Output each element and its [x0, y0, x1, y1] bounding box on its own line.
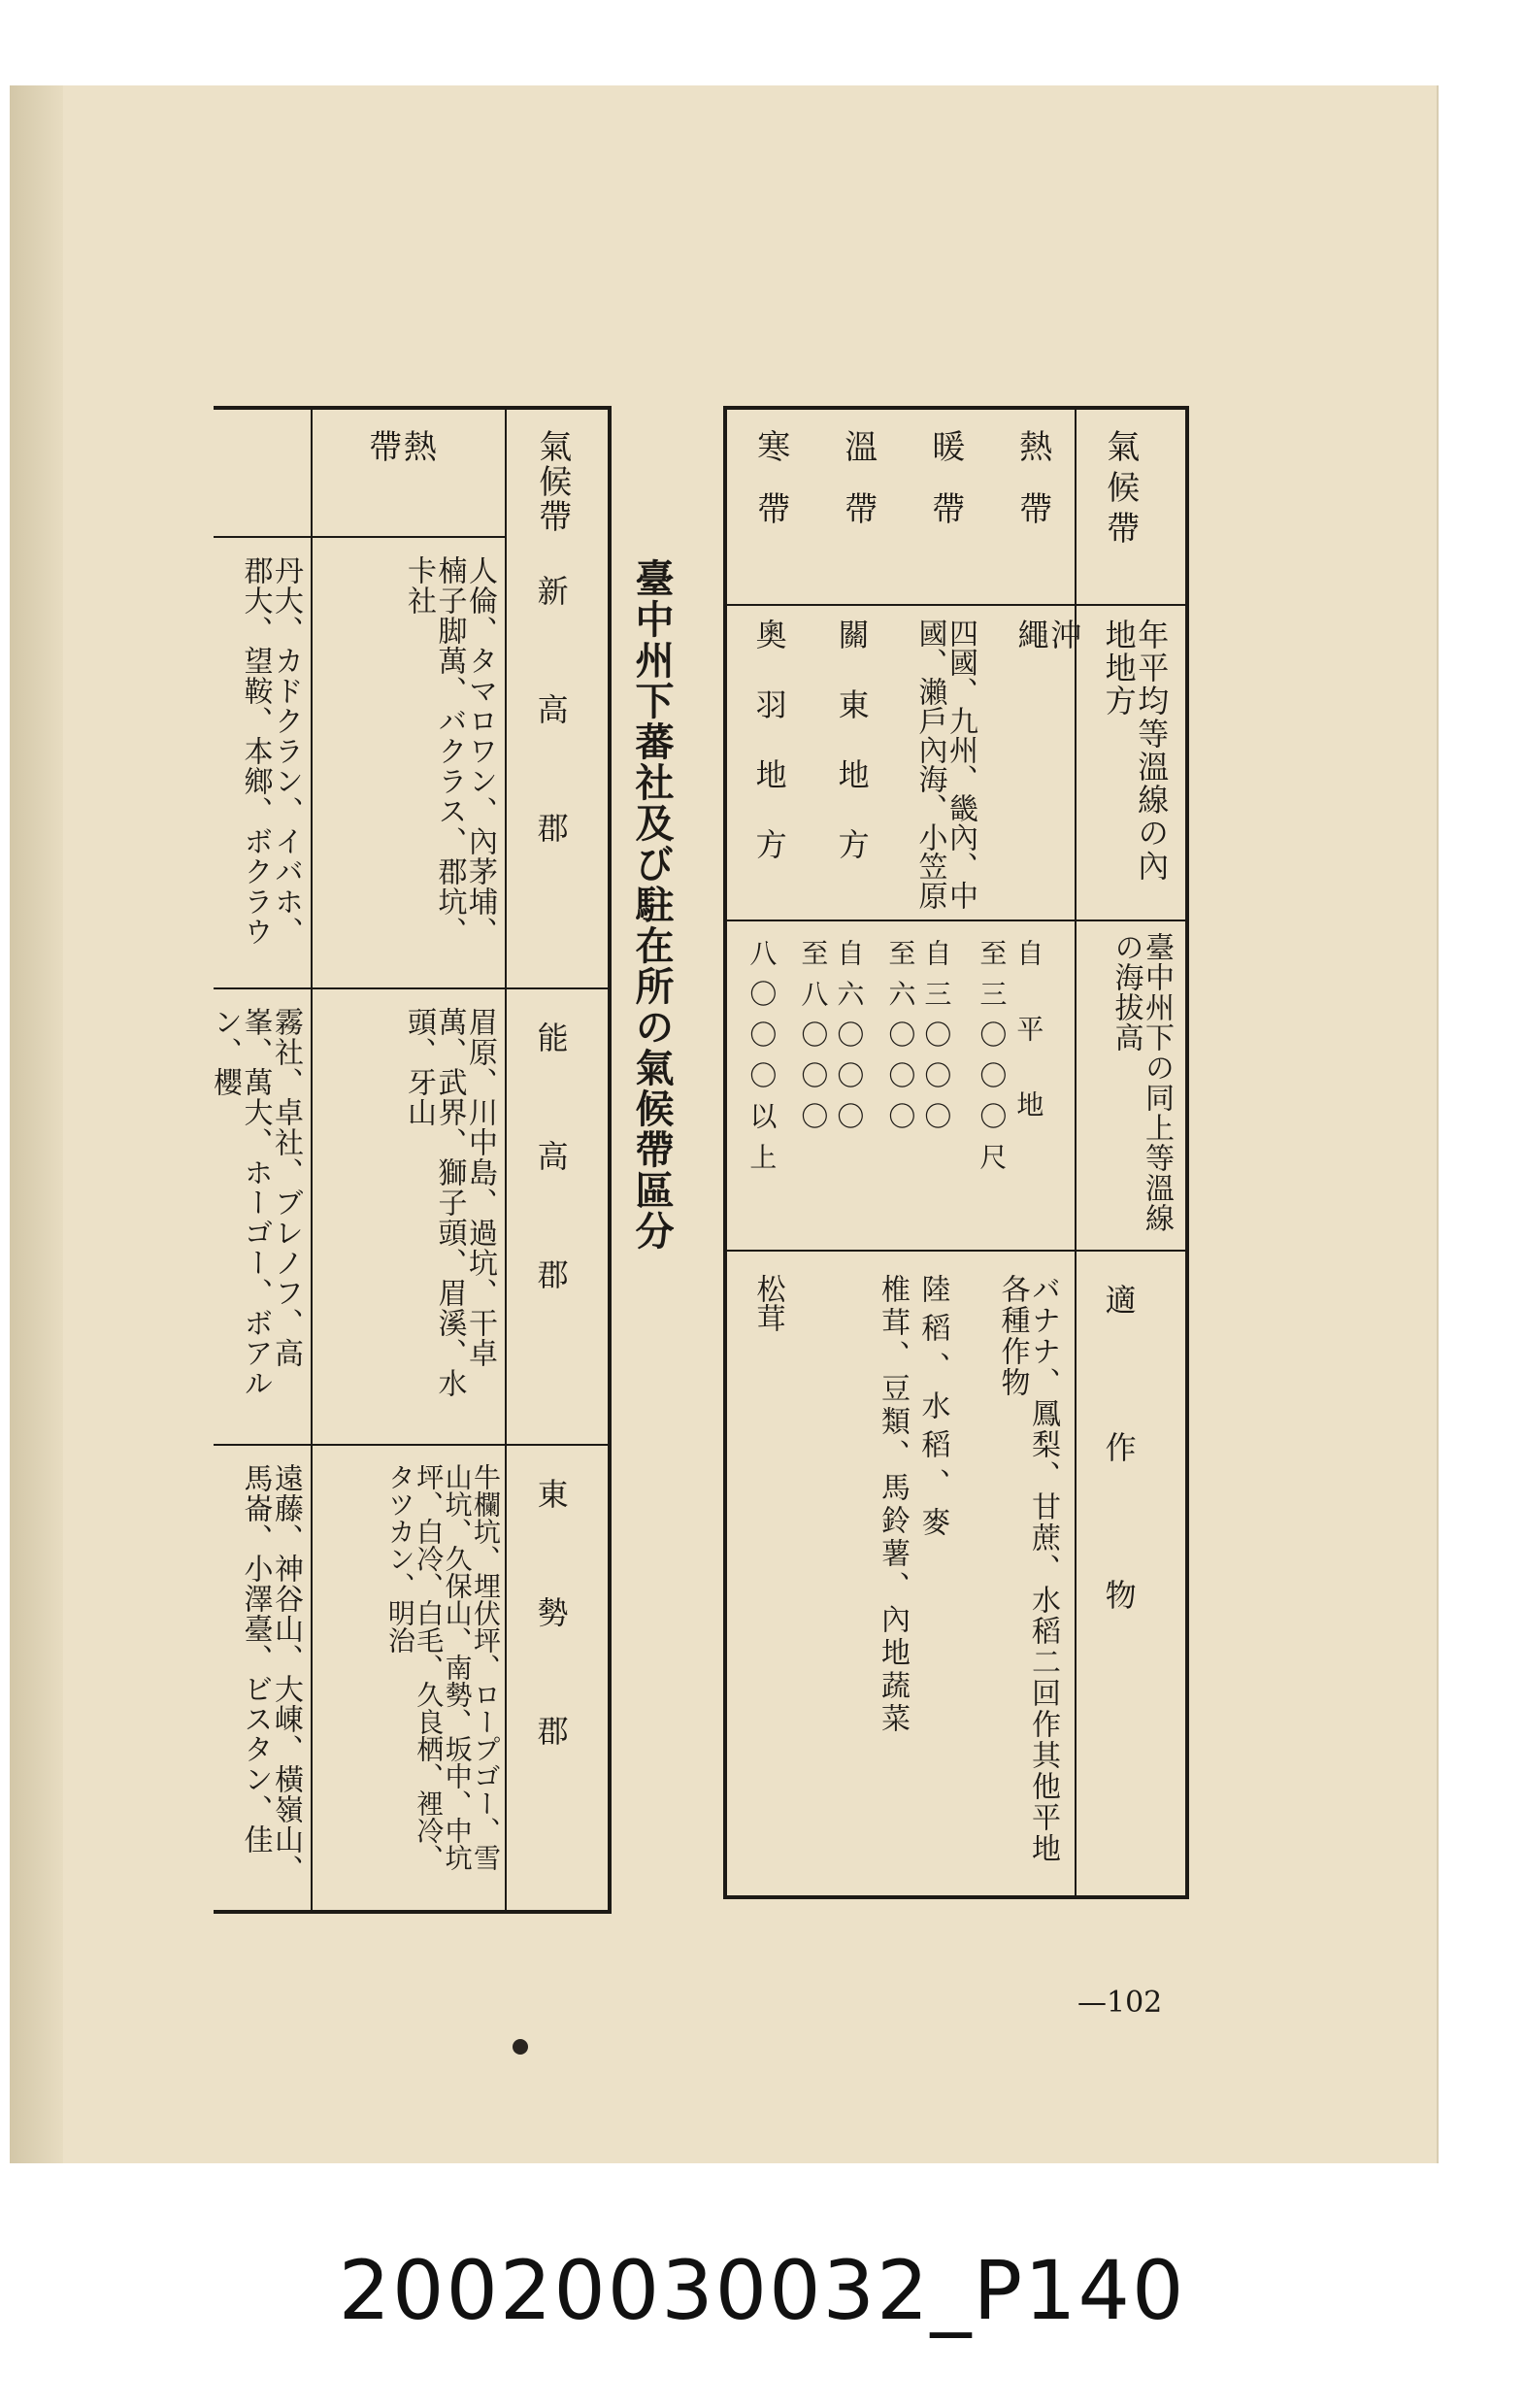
alt-from-temperate: 自六〇〇〇 — [833, 939, 866, 1143]
alt-to-temperate: 至八〇〇〇 — [797, 939, 830, 1143]
alt-from-warm: 自三〇〇〇 — [920, 939, 953, 1143]
page-binding-shadow — [10, 85, 63, 2163]
left-header-noko: 能高郡 — [532, 1021, 570, 1377]
crops-tropical: バナナ、鳳梨、甘蔗、水稻二回作其他平地各種作物 — [995, 1274, 1060, 1864]
region-temperate: 關東地方 — [833, 619, 871, 898]
section-title: 臺中州下蕃社及び駐在所の氣候帶區分 — [629, 558, 675, 1252]
left-zone-tropical: 熱帶 — [362, 429, 437, 491]
niitaka-outposts-b: 丹大、カドクラン、イバホ、郡大、望鞍、本鄉、ボクラウ — [238, 555, 303, 947]
zone-cold: 寒帶 — [750, 429, 790, 553]
crops-temperate: 椎茸、豆類、馬鈴薯、內地蔬菜 — [876, 1274, 910, 1736]
alt-from-tropical: 自平地 — [1012, 939, 1045, 1166]
region-cold: 奧羽地方 — [750, 619, 788, 898]
alt-to-warm: 至六〇〇〇 — [884, 939, 917, 1143]
tosei-outposts-b: 遠藤、神谷山、大崠、橫嶺山、馬崙、小澤臺、ビスタン、佳 — [238, 1463, 303, 1885]
climate-zone-table — [723, 406, 1189, 1899]
zone-tropical: 熱帶 — [1012, 429, 1052, 553]
header-taichung-altitude: 臺中州下の同上等溫線の海拔高 — [1109, 932, 1174, 1233]
noko-outposts-a: 眉原、川中島、過坑、干卓萬、武界、獅子頭、眉溪、水頭、牙山 — [402, 1007, 497, 1398]
region-warm: 四國、九州、畿內、中國、瀨戶內海、小笠原 — [912, 619, 977, 910]
alt-cold: 八〇〇〇以上 — [745, 939, 779, 1184]
ink-spot — [513, 2039, 528, 2055]
crops-warm: 陸稻、水稻、麥 — [915, 1274, 950, 1546]
left-header-zone: 氣候帶 — [532, 429, 572, 534]
zone-temperate: 溫帶 — [838, 429, 878, 553]
crops-cold: 松茸 — [750, 1274, 785, 1332]
zone-warm: 暖帶 — [925, 429, 965, 553]
page-number: —102 — [1077, 1986, 1163, 2020]
header-region: 年平均等溫線の內地地方 — [1100, 619, 1171, 883]
header-zone: 氣候帶 — [1100, 429, 1140, 552]
taichung-climate-table — [208, 406, 612, 1914]
left-header-niitaka: 新高郡 — [532, 575, 570, 930]
left-header-tosei: 東勢郡 — [532, 1478, 570, 1833]
region-tropical: 沖繩 — [1012, 619, 1083, 824]
alt-to-tropical: 至三〇〇〇尺 — [976, 939, 1009, 1184]
header-crops: 適作物 — [1100, 1284, 1138, 1726]
archive-id-caption: 20020030032_P140 — [338, 2243, 1186, 2338]
niitaka-outposts-a: 人倫、タマロワン、內茅埔、楠子脚萬、バクラス、郡坑、卡社 — [402, 555, 497, 947]
noko-outposts-b: 霧社、卓社、ブレノフ、高峯、萬大、ホーゴー、ボアルン、櫻 — [208, 1007, 303, 1398]
tosei-outposts-a: 牛欄坑、埋伏坪、ロープゴー、雪山坑、久保山、南勢、坂中、中坑坪、白冷、白毛、久良栖、裡冷、タツカン、明治 — [383, 1463, 502, 1871]
